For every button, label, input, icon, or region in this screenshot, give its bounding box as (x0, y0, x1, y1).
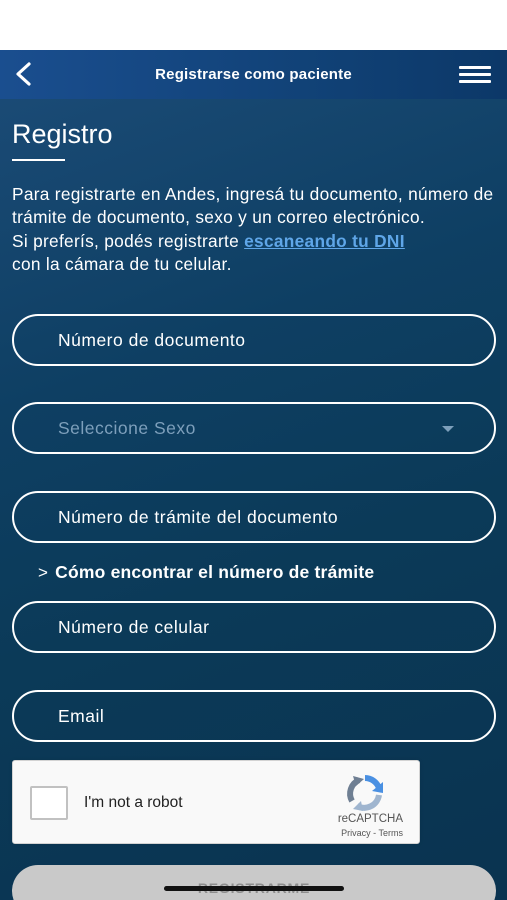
sexo-placeholder: Seleccione Sexo (58, 417, 196, 438)
intro-paragraph (12, 183, 500, 277)
status-bar (0, 0, 507, 50)
title-underline (12, 159, 65, 161)
documento-input[interactable] (12, 314, 496, 366)
recaptcha-privacy-link[interactable]: Privacy (341, 828, 371, 838)
register-button[interactable] (12, 865, 496, 900)
scan-suffix: con la cámara de tu celular. (12, 254, 232, 275)
hamburger-line (459, 73, 491, 76)
scan-prefix: Si preferís, podés registrarte (12, 230, 245, 251)
tramite-help-link[interactable] (38, 562, 374, 583)
email-input[interactable] (12, 690, 496, 742)
hamburger-menu-icon (459, 66, 491, 69)
menu-button[interactable] (459, 63, 491, 85)
celular-input[interactable] (12, 601, 496, 653)
nav-title: Registrarse como paciente (155, 66, 352, 83)
celular-placeholder: Número de celular (58, 616, 210, 637)
sexo-select[interactable] (12, 402, 496, 454)
scan-dni-link[interactable]: escaneando tu DNI (244, 230, 405, 251)
chevron-right-icon: > (38, 562, 49, 582)
recaptcha-widget (12, 760, 420, 844)
recaptcha-separator: - (370, 828, 379, 838)
recaptcha-logo-icon (343, 773, 387, 813)
documento-placeholder: Número de documento (58, 329, 246, 350)
tramite-input[interactable] (12, 491, 496, 543)
email-placeholder: Email (58, 705, 105, 726)
page-title: Registro (12, 119, 113, 149)
tramite-placeholder: Número de trámite del documento (58, 506, 339, 527)
recaptcha-checkbox[interactable] (30, 786, 68, 820)
app-screen (0, 50, 507, 900)
recaptcha-brand: reCAPTCHA (337, 813, 403, 825)
recaptcha-legal (341, 828, 403, 838)
home-indicator (164, 886, 344, 891)
recaptcha-label: I'm not a robot (84, 794, 183, 811)
caret-down-icon (442, 426, 454, 432)
tramite-help-label: Cómo encontrar el número de trámite (55, 562, 375, 582)
recaptcha-terms-link[interactable]: Terms (378, 828, 403, 838)
hamburger-line (459, 80, 491, 83)
intro-text: Para registrarte en Andes, ingresá tu documento, número de trámite de documento, sexo y un correo electrónico. (12, 184, 494, 228)
navbar (0, 50, 507, 99)
